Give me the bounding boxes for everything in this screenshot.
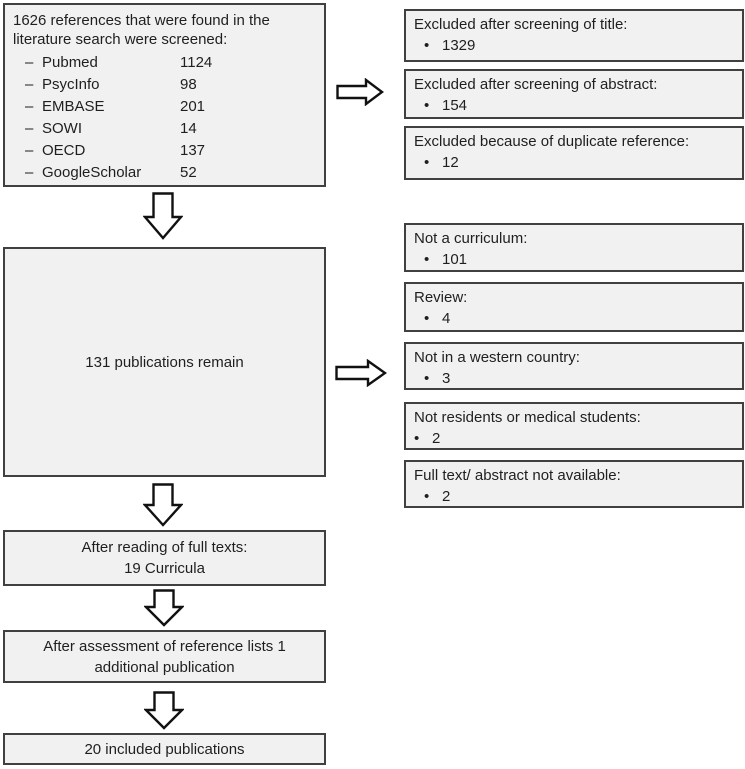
exclusion-box-no-fulltext xyxy=(404,460,744,508)
source-count: 201 xyxy=(180,98,206,115)
source-name: SOWI xyxy=(42,120,82,137)
dash-bullet: – xyxy=(25,98,34,115)
included-publications-text: 20 included publications xyxy=(84,740,245,758)
full-text-line2: 19 Curricula xyxy=(124,560,205,577)
exclusion-title: Excluded after screening of title: xyxy=(414,16,628,33)
bullet-icon: • xyxy=(424,251,430,268)
down-arrow-icon xyxy=(143,192,183,240)
right-arrow-icon xyxy=(335,359,387,387)
exclusion-box-not-residents xyxy=(404,402,744,450)
source-name: Pubmed xyxy=(42,54,98,71)
source-row xyxy=(13,140,316,162)
source-list xyxy=(13,52,316,184)
exclusion-box-title-screening xyxy=(404,9,744,62)
source-row xyxy=(13,162,316,184)
exclusion-box-review xyxy=(404,282,744,332)
down-arrow-icon xyxy=(144,589,184,627)
source-row xyxy=(13,118,316,140)
exclusion-box-duplicate xyxy=(404,126,744,180)
source-count: 52 xyxy=(180,164,197,181)
exclusion-count: 154 xyxy=(442,97,468,114)
exclusion-title: Not residents or medical students: xyxy=(414,409,641,426)
included-publications-box xyxy=(3,733,326,765)
source-row xyxy=(13,74,316,96)
source-row xyxy=(13,52,316,74)
publications-remain-text: 131 publications remain xyxy=(85,353,244,371)
reference-lists-box xyxy=(3,630,326,683)
exclusion-count: 2 xyxy=(432,430,441,447)
source-count: 14 xyxy=(180,120,197,137)
source-name: GoogleScholar xyxy=(42,164,142,181)
exclusion-count: 4 xyxy=(442,310,451,327)
source-name: EMBASE xyxy=(42,98,105,115)
bullet-icon: • xyxy=(424,154,430,171)
bullet-icon: • xyxy=(424,310,430,327)
source-name: OECD xyxy=(42,142,86,159)
source-count: 1124 xyxy=(180,54,213,71)
exclusion-count-row xyxy=(414,35,734,56)
exclusion-title: Excluded because of duplicate reference: xyxy=(414,133,690,150)
exclusion-count-row xyxy=(414,368,734,389)
exclusion-box-not-curriculum xyxy=(404,223,744,272)
exclusion-count-row xyxy=(414,308,734,329)
exclusion-count: 12 xyxy=(442,154,459,171)
dash-bullet: – xyxy=(25,120,34,137)
exclusion-title: Not in a western country: xyxy=(414,349,580,366)
right-arrow-icon xyxy=(336,78,384,106)
exclusion-box-abstract-screening xyxy=(404,69,744,119)
down-arrow-icon xyxy=(143,483,183,527)
exclusion-title: Full text/ abstract not available: xyxy=(414,467,621,484)
exclusion-title: Review: xyxy=(414,289,468,306)
search-results-title: 1626 references that were found in the literature search were screened: xyxy=(13,12,270,48)
dash-bullet: – xyxy=(25,54,34,71)
source-count: 137 xyxy=(180,142,206,159)
exclusion-count-row xyxy=(414,152,734,173)
publications-remain-box xyxy=(3,247,326,477)
bullet-icon: • xyxy=(424,97,430,114)
exclusion-count: 101 xyxy=(442,251,468,268)
exclusion-count-row xyxy=(414,486,734,507)
exclusion-count: 2 xyxy=(442,488,451,505)
exclusion-title: Excluded after screening of abstract: xyxy=(414,76,658,93)
bullet-icon: • xyxy=(414,430,420,447)
source-count: 98 xyxy=(180,76,197,93)
dash-bullet: – xyxy=(25,164,34,181)
exclusion-box-not-western xyxy=(404,342,744,390)
exclusion-count-row xyxy=(414,249,734,270)
bullet-icon: • xyxy=(424,370,430,387)
dash-bullet: – xyxy=(25,142,34,159)
down-arrow-icon xyxy=(144,691,184,730)
source-name: PsycInfo xyxy=(42,76,100,93)
exclusion-count-row xyxy=(414,428,734,449)
exclusion-count-row xyxy=(414,95,734,116)
full-text-line1: After reading of full texts: xyxy=(81,539,248,556)
exclusion-count: 1329 xyxy=(442,37,476,54)
dash-bullet: – xyxy=(25,76,34,93)
exclusion-count: 3 xyxy=(442,370,451,387)
bullet-icon: • xyxy=(424,37,430,54)
full-text-box xyxy=(3,530,326,586)
source-row xyxy=(13,96,316,118)
reference-lists-text: After assessment of reference lists 1 additional publication xyxy=(43,637,286,676)
search-results-box xyxy=(3,3,326,187)
bullet-icon: • xyxy=(424,488,430,505)
exclusion-title: Not a curriculum: xyxy=(414,230,528,247)
